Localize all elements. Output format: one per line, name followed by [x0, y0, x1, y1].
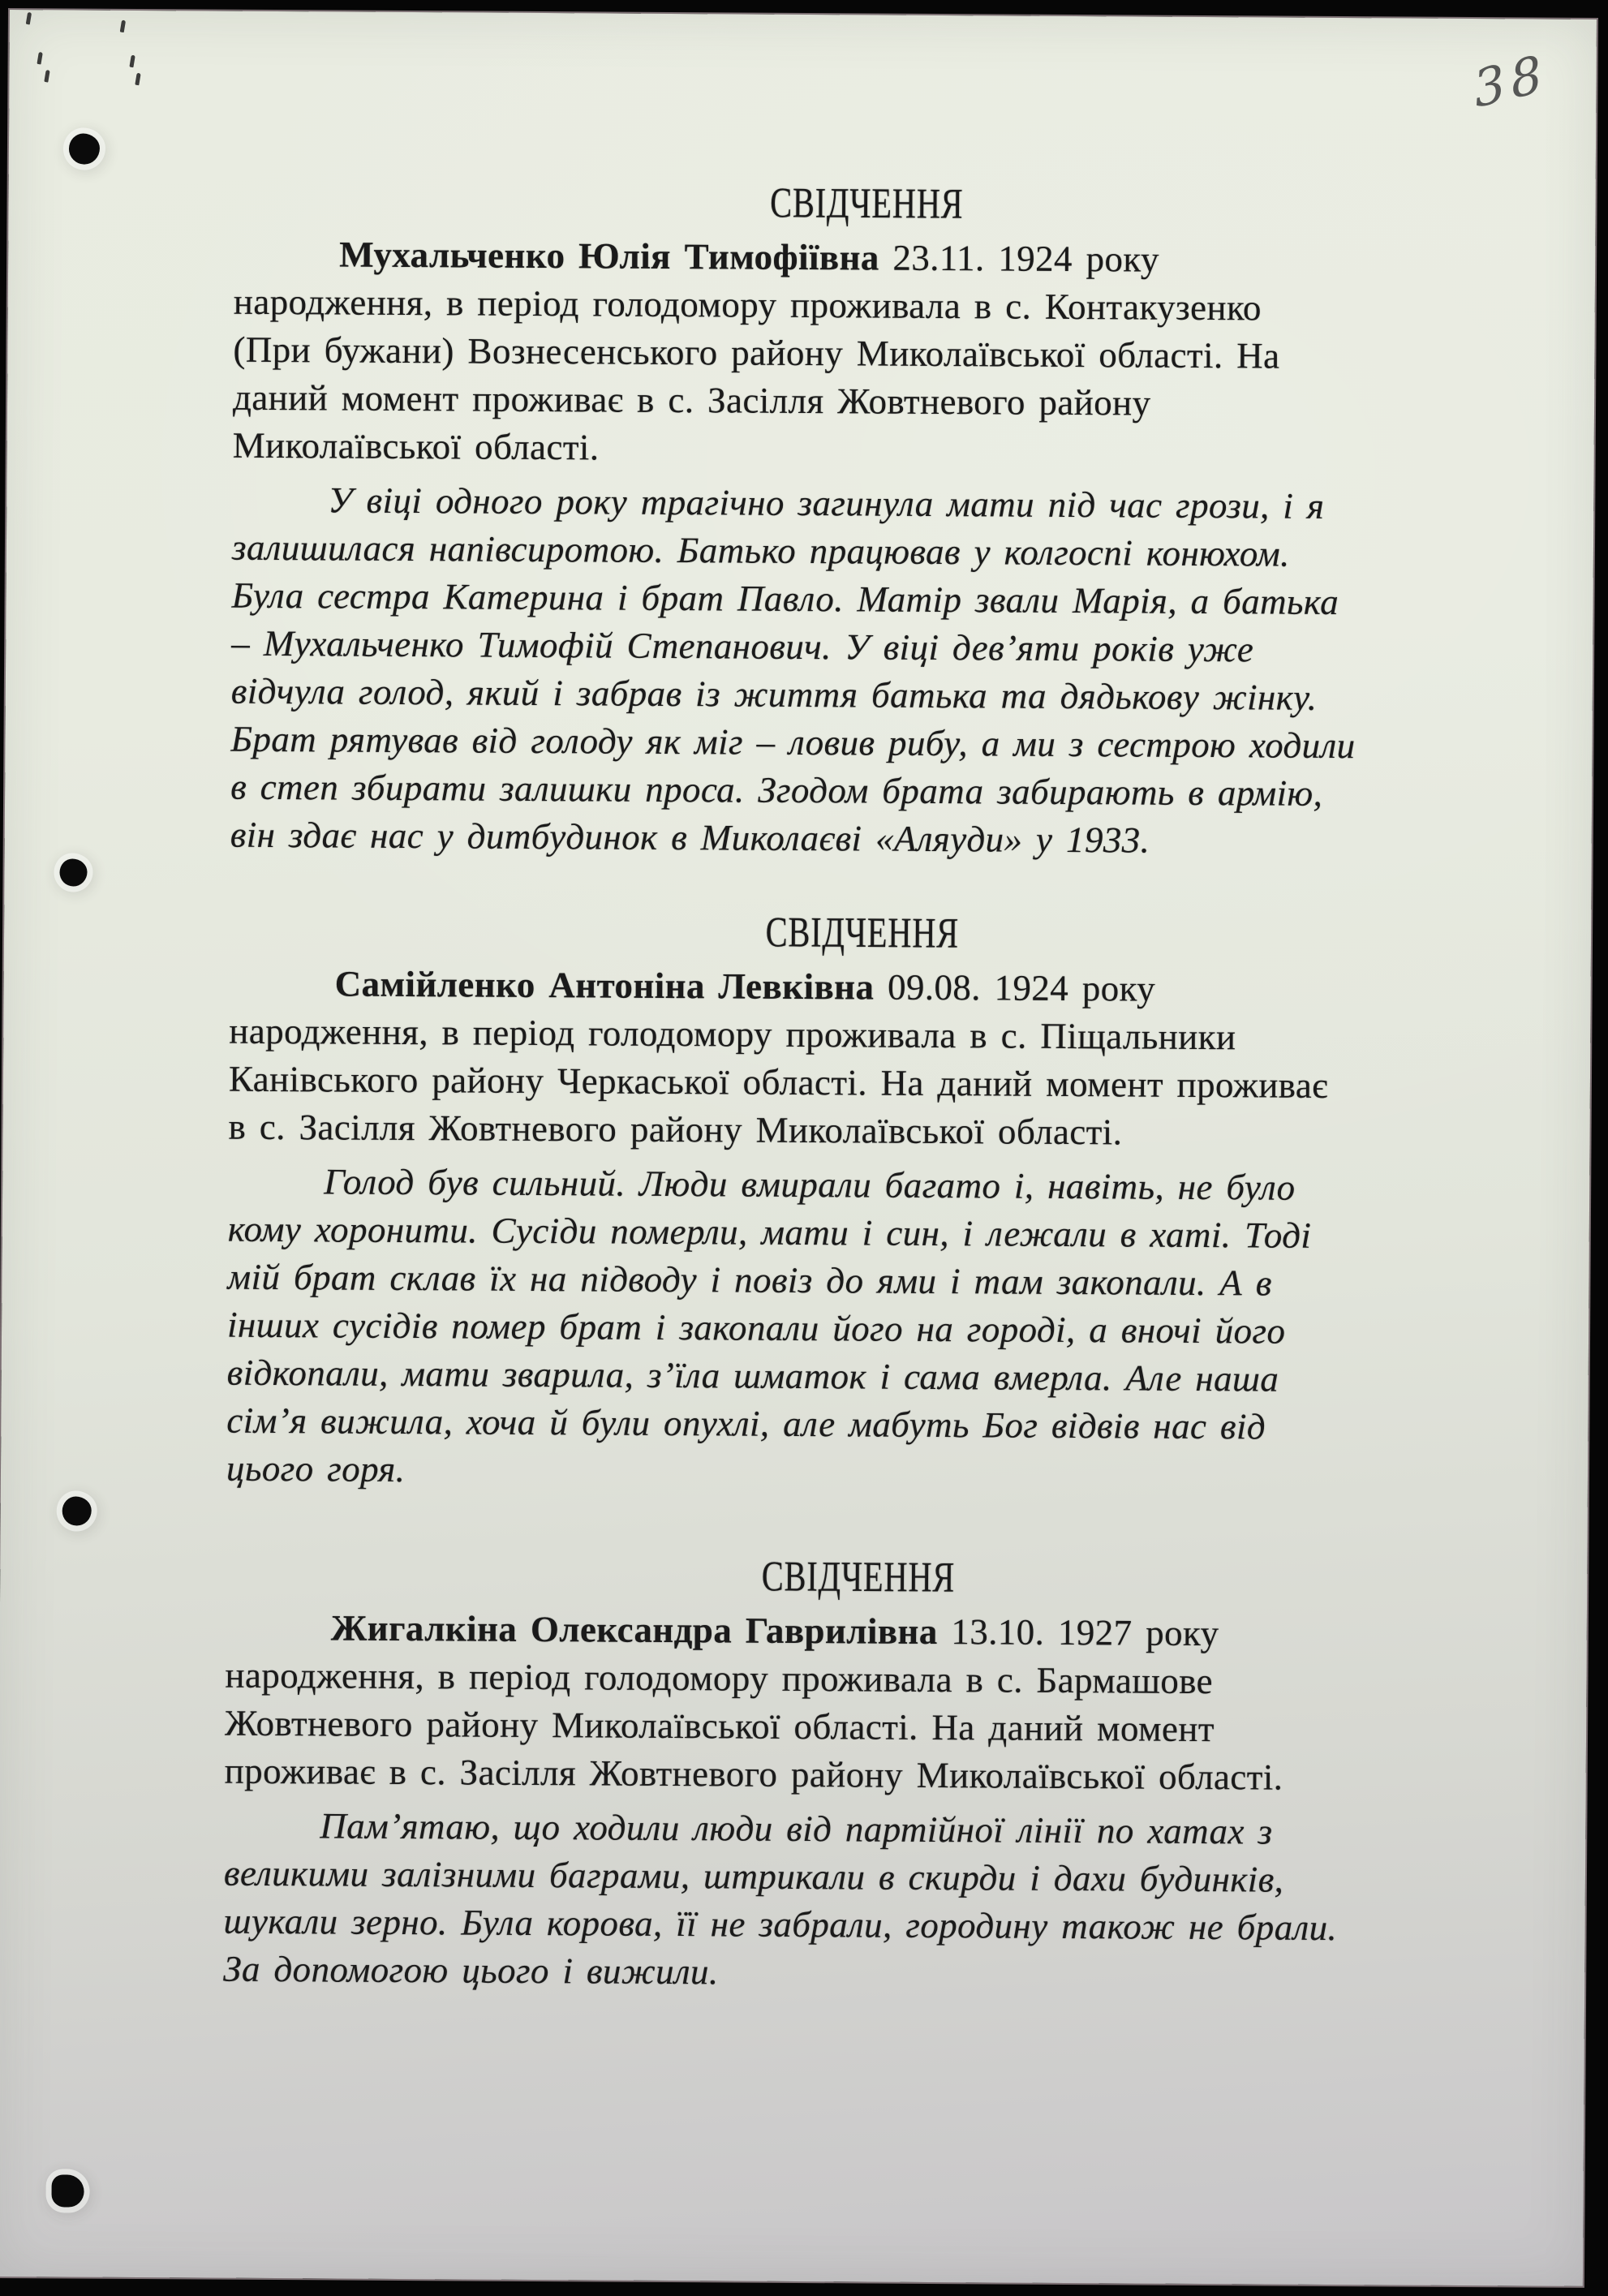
- text-line: в с. Засілля Жовтневого району Миколаївської області.: [228, 1106, 1123, 1153]
- staple-mark: [26, 12, 32, 25]
- hole-punch: [62, 1496, 92, 1525]
- text-line: народження, в період голодомору проживала в с. Бармашове: [225, 1654, 1214, 1702]
- text-line: – Мухальченко Тимофій Степанович. У віці дев’яти років уже: [231, 622, 1254, 670]
- text-line: У віці одного року трагічно загинула мати під час грози, і я: [328, 479, 1325, 527]
- staple-mark: [135, 73, 140, 86]
- text-line: в степ збирати залишки проса. Згодом брата забирають в армію,: [230, 766, 1323, 814]
- text-line: Брат рятував від голоду як міг – ловив рибу, а ми з сестрою ходили: [230, 718, 1356, 767]
- document-page: [0, 10, 1597, 2286]
- text-line: народження, в період голодомору проживала в с. Піщальники: [229, 1010, 1236, 1058]
- text-line: Жовтневого району Миколаївської області. На даний момент: [224, 1702, 1215, 1750]
- witness-name: Самійленко Антоніна Левківна: [334, 963, 875, 1008]
- text-line: мій брат склав їх на підводу і повіз до ями і там закопали. А в: [227, 1256, 1272, 1304]
- text-line: відчула голод, який і забрав із життя батька та дядькову жінку.: [230, 670, 1318, 718]
- witness-name: Жигалкіна Олександра Гаврилівна: [330, 1607, 938, 1653]
- testimony-section-3: [223, 1549, 1491, 2001]
- text-line: народження, в період голодомору проживала в с. Контакузенко: [233, 281, 1262, 329]
- text-line: За допомогою цього і вижили.: [223, 1948, 719, 1993]
- hole-punch: [69, 133, 100, 164]
- text-line: залишилася напівсиротою. Батько працював у колгоспі конюхом.: [231, 527, 1290, 574]
- text-line: Була сестра Катерина і брат Павло. Матір звали Марія, а батька: [231, 574, 1339, 623]
- section-title: СВІДЧЕННЯ: [761, 1552, 956, 1602]
- hole-punch: [59, 858, 87, 886]
- text-line: великими залізними баграми, штрикали в скирди і дахи будинків,: [223, 1852, 1284, 1900]
- text-line: сім’я вижила, хоча й були опухлі, але мабуть Бог відвів нас від: [226, 1400, 1266, 1447]
- text-line: проживає в с. Засілля Жовтневого району Миколаївської області.: [224, 1750, 1283, 1798]
- section-title: СВІДЧЕННЯ: [770, 179, 964, 228]
- text-line: відкопали, мати зварила, з’їла шматок і сама вмерла. Але наша: [226, 1352, 1279, 1400]
- text-line: шукали зерно. Була корова, її не забрали, городину також не брали.: [223, 1900, 1338, 1949]
- staple-mark: [37, 52, 42, 65]
- text-line: Миколаївської області.: [232, 424, 600, 468]
- witness-birthdate: 09.08. 1924 року: [874, 966, 1156, 1009]
- text-line: кому хоронити. Сусіди померли, мати і син, і лежали в хаті. Тоді: [227, 1208, 1312, 1256]
- text-line: (При бужани) Вознесенського району Миколаївської області. На: [233, 329, 1280, 376]
- text-line: він здає нас у дитбудинок в Миколаєві «Аляуди» у 1933.: [230, 814, 1150, 861]
- text-line: інших сусідів помер брат і закопали його на городі, а вночі його: [226, 1304, 1286, 1352]
- witness-birthdate: 13.10. 1927 року: [937, 1611, 1219, 1654]
- staple-mark: [44, 70, 49, 83]
- handwritten-page-number: 38: [1469, 42, 1551, 120]
- testimony-section-1: [230, 175, 1500, 867]
- staple-mark: [129, 55, 135, 68]
- witness-heading: [229, 960, 1494, 1016]
- hole-punch: [51, 2174, 84, 2207]
- witness-birthdate: 23.11. 1924 року: [879, 237, 1160, 280]
- witness-heading: [226, 1604, 1491, 1660]
- text-line: даний момент проживає в с. Засілля Жовтневого району: [232, 376, 1151, 424]
- text-line: Голод був сильний. Люди вмирали багато і, навіть, не було: [324, 1161, 1296, 1208]
- text-line: Пам’ятаю, що ходили люди від партійної лінії по хатах з: [320, 1805, 1273, 1852]
- witness-heading: [234, 230, 1499, 286]
- staple-mark: [120, 20, 126, 33]
- witness-name: Мухальченко Юлія Тимофіївна: [339, 234, 879, 278]
- text-line: цього горя.: [226, 1447, 406, 1490]
- text-column: [223, 11, 1501, 1993]
- text-line: Канівського району Черкаської області. На даний момент проживає: [228, 1058, 1329, 1106]
- section-title: СВІДЧЕННЯ: [765, 909, 960, 957]
- testimony-section-2: [226, 905, 1495, 1501]
